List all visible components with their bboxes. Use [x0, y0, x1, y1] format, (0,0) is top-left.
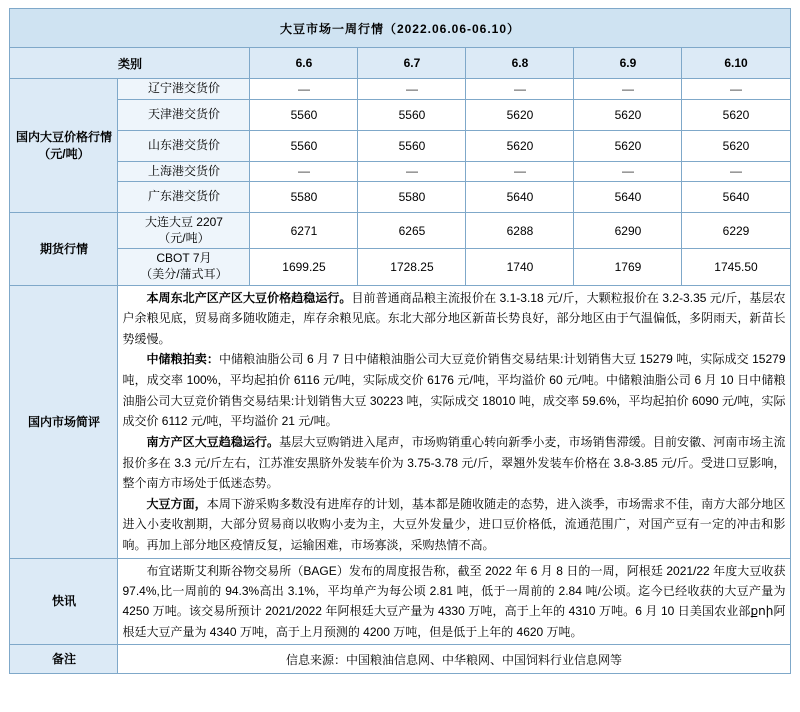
cell-value: 5560 — [358, 99, 466, 130]
review-paragraph-1: 中储粮拍卖：中储粮油脂公司 6 月 7 日中储粮油脂公司大豆竞价销售交易结果:计划销售大豆 15279 吨，实际成交 15279 吨，成交率 100%，平均起拍价 6116 元/吨，实际成交价 6176 元/吨，平均溢价 60 元/吨。中储粮油脂公司 6 月 10 日中储粮油脂公司大豆竞价销售交易结果:计划销售大豆 30223 吨，实际成交 18010 吨，成交率 59.6%，平均起拍价 6090 元/吨，实际成交价 6112 元/吨，平均溢价 21 元/吨。 — [122, 352, 786, 429]
flash-news-label: 快讯 — [10, 558, 118, 645]
cell-value: 5560 — [250, 130, 358, 161]
row-label-tianjin: 天津港交货价 — [118, 99, 250, 130]
cell-value: 5640 — [682, 182, 790, 213]
review-paragraph-2: 南方产区大豆趋稳运行。基层大豆购销进入尾声，市场购销重心转向新季小麦，市场销售滞缓。目前安徽、河南市场主流报价多在 3.3 元/斤左右，江苏淮安黑脐外发装车价为 3.75-3.78 元/斤，翠翘外发装车价格在 3.8-3.85 元/斤。受进口豆影响，整个南方市场处于低迷态势。 — [122, 434, 786, 491]
row-label-cbot-july — [118, 249, 250, 285]
cell-value: 1745.50 — [682, 249, 790, 285]
flash-news-text — [118, 558, 790, 645]
cell-value: — — [574, 79, 682, 100]
cell-value: 1728.25 — [358, 249, 466, 285]
flash-news-paragraph: 布宜诺斯艾利斯谷物交易所（BAGE）发布的周度报告称，截至 2022 年 6 月 8 日的一周，阿根廷 2021/22 年度大豆收获 97.4%,比一周前的 94.3%高出 3.1%，平均单产为每公顷 2.81 吨，低于一周前的 2.84 吨/公顷。迄今已经收获的大豆产量为 4250 万吨。该交易所预计 2021/2022 年阿根廷大豆产量为 4330 万吨，高于上年的 4310 万吨。6 月 10 日美国农业部քոի阿根廷大豆产量为 4340 万吨，高于上月预测的 4200 万吨，但是低于上年的 4620 万吨。 — [122, 563, 786, 639]
remark-label: 备注 — [10, 645, 118, 674]
cell-value: 5620 — [682, 99, 790, 130]
cell-value: 6271 — [250, 213, 358, 249]
date-header-2: 6.8 — [466, 48, 574, 79]
table-row — [10, 79, 790, 100]
row-label-shanghai: 上海港交货价 — [118, 161, 250, 182]
table-row — [10, 130, 790, 161]
soybean-weekly-market-table — [9, 8, 790, 674]
row-label-shandong: 山东港交货价 — [118, 130, 250, 161]
cell-value: — — [358, 79, 466, 100]
cell-value: 1740 — [466, 249, 574, 285]
date-header-1: 6.7 — [358, 48, 466, 79]
market-review-text — [118, 285, 790, 558]
row-label-guangdong: 广东港交货价 — [118, 182, 250, 213]
row-label-line1: CBOT 7月 — [156, 251, 212, 266]
cell-value: — — [466, 161, 574, 182]
date-header-4: 6.10 — [682, 48, 790, 79]
review-paragraph-3: 大豆方面，本周下游采购多数没有进库存的计划，基本都是随收随走的态势，进入淡季，市场需求不佳，南方大部分地区进入小麦收割期，大部分贸易商以收购小麦为主，大豆外发量少，进口豆价格低，流通范围广，对国产豆有一定的冲击和影响。再加上部分地区疫情反复，运输困难，市场寡淡，采购热情不高。 — [122, 496, 786, 553]
cell-value: 6229 — [682, 213, 790, 249]
table-row — [10, 249, 790, 285]
cell-value: 5580 — [358, 182, 466, 213]
cell-value: 6265 — [358, 213, 466, 249]
cell-value: 1699.25 — [250, 249, 358, 285]
remark-text: 信息来源：中国粮油信息网、中华粮网、中国饲料行业信息网等 — [118, 645, 790, 674]
cell-value: 5620 — [466, 130, 574, 161]
market-review-label: 国内市场简评 — [10, 285, 118, 558]
cell-value: 6288 — [466, 213, 574, 249]
row-label-dce-soybean-2207 — [118, 213, 250, 249]
cell-value: 5620 — [574, 99, 682, 130]
cell-value: — — [250, 161, 358, 182]
title-row — [10, 9, 790, 48]
cell-value: — — [358, 161, 466, 182]
group-label-line1: 国内大豆价格行情（元/吨） — [15, 130, 112, 161]
cell-value: — — [466, 79, 574, 100]
table-row — [10, 99, 790, 130]
cell-value: — — [682, 161, 790, 182]
cell-value: 5580 — [250, 182, 358, 213]
cell-value: 6290 — [574, 213, 682, 249]
cell-value: 5560 — [250, 99, 358, 130]
cell-value: — — [250, 79, 358, 100]
cell-value: 5620 — [466, 99, 574, 130]
category-header: 类别 — [10, 48, 250, 79]
cell-value: 1769 — [574, 249, 682, 285]
flash-news-row — [10, 558, 790, 645]
group-label-domestic-prices — [10, 79, 118, 213]
page-title: 大豆市场一周行情（2022.06.06-06.10） — [10, 9, 790, 48]
table-row — [10, 213, 790, 249]
cell-value: — — [574, 161, 682, 182]
cell-value: 5620 — [574, 130, 682, 161]
cell-value: 5640 — [466, 182, 574, 213]
date-header-3: 6.9 — [574, 48, 682, 79]
market-review-row — [10, 285, 790, 558]
cell-value: 5620 — [682, 130, 790, 161]
row-label-line2: （美分/蒲式耳） — [140, 266, 228, 281]
date-header-0: 6.6 — [250, 48, 358, 79]
review-paragraph-0: 本周东北产区产区大豆价格趋稳运行。目前普通商品粮主流报价在 3.1-3.18 元/斤，大颗粒报价在 3.2-3.35 元/斤，基层农户余粮见底，贸易商多随收随走，库存余粮见底。东北大部分地区新苗长势良好，部分地区由于气温偏低，多阴雨天，新苗长势缓慢。 — [122, 290, 786, 346]
row-label-line2: （元/吨） — [158, 230, 210, 245]
header-row — [10, 48, 790, 79]
row-label-liaoning: 辽宁港交货价 — [118, 79, 250, 100]
table-row — [10, 182, 790, 213]
cell-value: 5560 — [358, 130, 466, 161]
remark-row — [10, 645, 790, 674]
cell-value: 5640 — [574, 182, 682, 213]
table-row — [10, 161, 790, 182]
group-label-futures: 期货行情 — [10, 213, 118, 285]
row-label-line1: 大连大豆 2207 — [144, 215, 223, 230]
cell-value: — — [682, 79, 790, 100]
